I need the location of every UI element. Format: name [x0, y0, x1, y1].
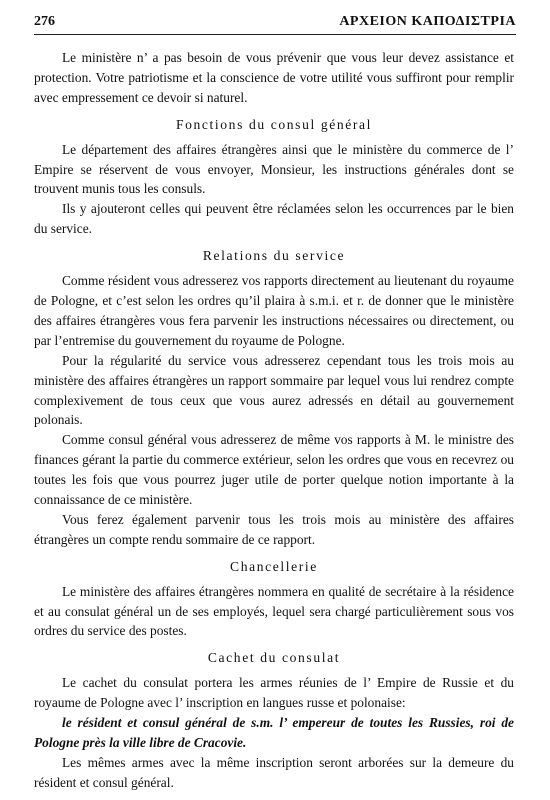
page-number: 276 [34, 14, 55, 29]
paragraph-cachet-inscription [34, 713, 514, 753]
heading-chancellerie: Chancellerie [230, 558, 318, 574]
paragraph-intro: Le ministère n’ a pas besoin de vous prévenir que vous leur devez assistance et protection. Votre patriotisme et la conscience de votre utilité vous suffiront pour remplir avec empressement ce devoir si naturel. [34, 50, 514, 105]
paragraph-cachet-1: Le cachet du consulat portera les armes réunies de l’ Empire de Russie et du royaume de Pologne avec l’ inscription en langues russe et polonaise: [34, 675, 514, 711]
heading-fonctions: Fonctions du consul général [175, 116, 373, 132]
paragraph-cachet-2: Les mêmes armes avec la même inscription seront arborées sur la demeure du résident et consul général. [34, 754, 514, 790]
paragraph-relations-2: Pour la régularité du service vous adresserez cependant tous les trois mois au ministère des affaires étrangères un rapport sommaire par lequel vous lui rendrez compte complexivement de tous ceux que vous aurez adressés en détail au gouvernement polonais. [34, 352, 514, 428]
paragraph-relations-4: Vous ferez également parvenir tous les trois mois au ministère des affaires étrangères un compte rendu sommaire de ce rapport. [34, 511, 514, 547]
page-header [34, 14, 516, 35]
paragraph-chancellerie: Le ministère des affaires étrangères nommera en qualité de secrétaire à la résidence et au consulat général un de ses employés, lequel sera chargé particulièrement sous vos ordres du service des postes. [34, 583, 514, 639]
paragraph-fonctions-2: Ils y ajouteront celles qui peuvent être réclamées selon les occurrences par le bien du service. [34, 201, 514, 237]
page-body [34, 48, 514, 793]
heading-relations: Relations du service [202, 248, 346, 264]
heading-cachet: Cachet du consulat [207, 650, 341, 666]
inscription-text: le résident et consul général de s.m. l’ empereur de toutes les Russies, roi de Pologne près la ville libre de Cracovie. [34, 715, 514, 750]
paragraph-relations-1: Comme résident vous adresserez vos rapports directement au lieutenant du royaume de Pologne, et c’est selon les ordres qu’il plaira à s.m.i. et r. de donner que le ministère des affaires étrangères vous fera parvenir les instructions nécessaires ou directement, ou par l’entremise du gouvernement du royaume de Pologne. [34, 273, 514, 348]
running-title: ΑΡΧΕΙΟΝ ΚΑΠΟΔΙΣΤΡΙΑ [339, 14, 516, 29]
paragraph-relations-3: Comme consul général vous adresserez de même vos rapports à M. le ministre des finances gérant la partie du commerce extérieur, selon les ordres que vous en recevrez ou toutes les fois que vous pourrez juger utile de porter quelque notion importante à la connaissance de ce ministère. [34, 432, 514, 508]
paragraph-fonctions-1: Le département des affaires étrangères ainsi que le ministère du commerce de l’ Empire se réservent de vous envoyer, Monsieur, les instructions générales dont se trouvent munis tous les consuls. [34, 141, 514, 197]
